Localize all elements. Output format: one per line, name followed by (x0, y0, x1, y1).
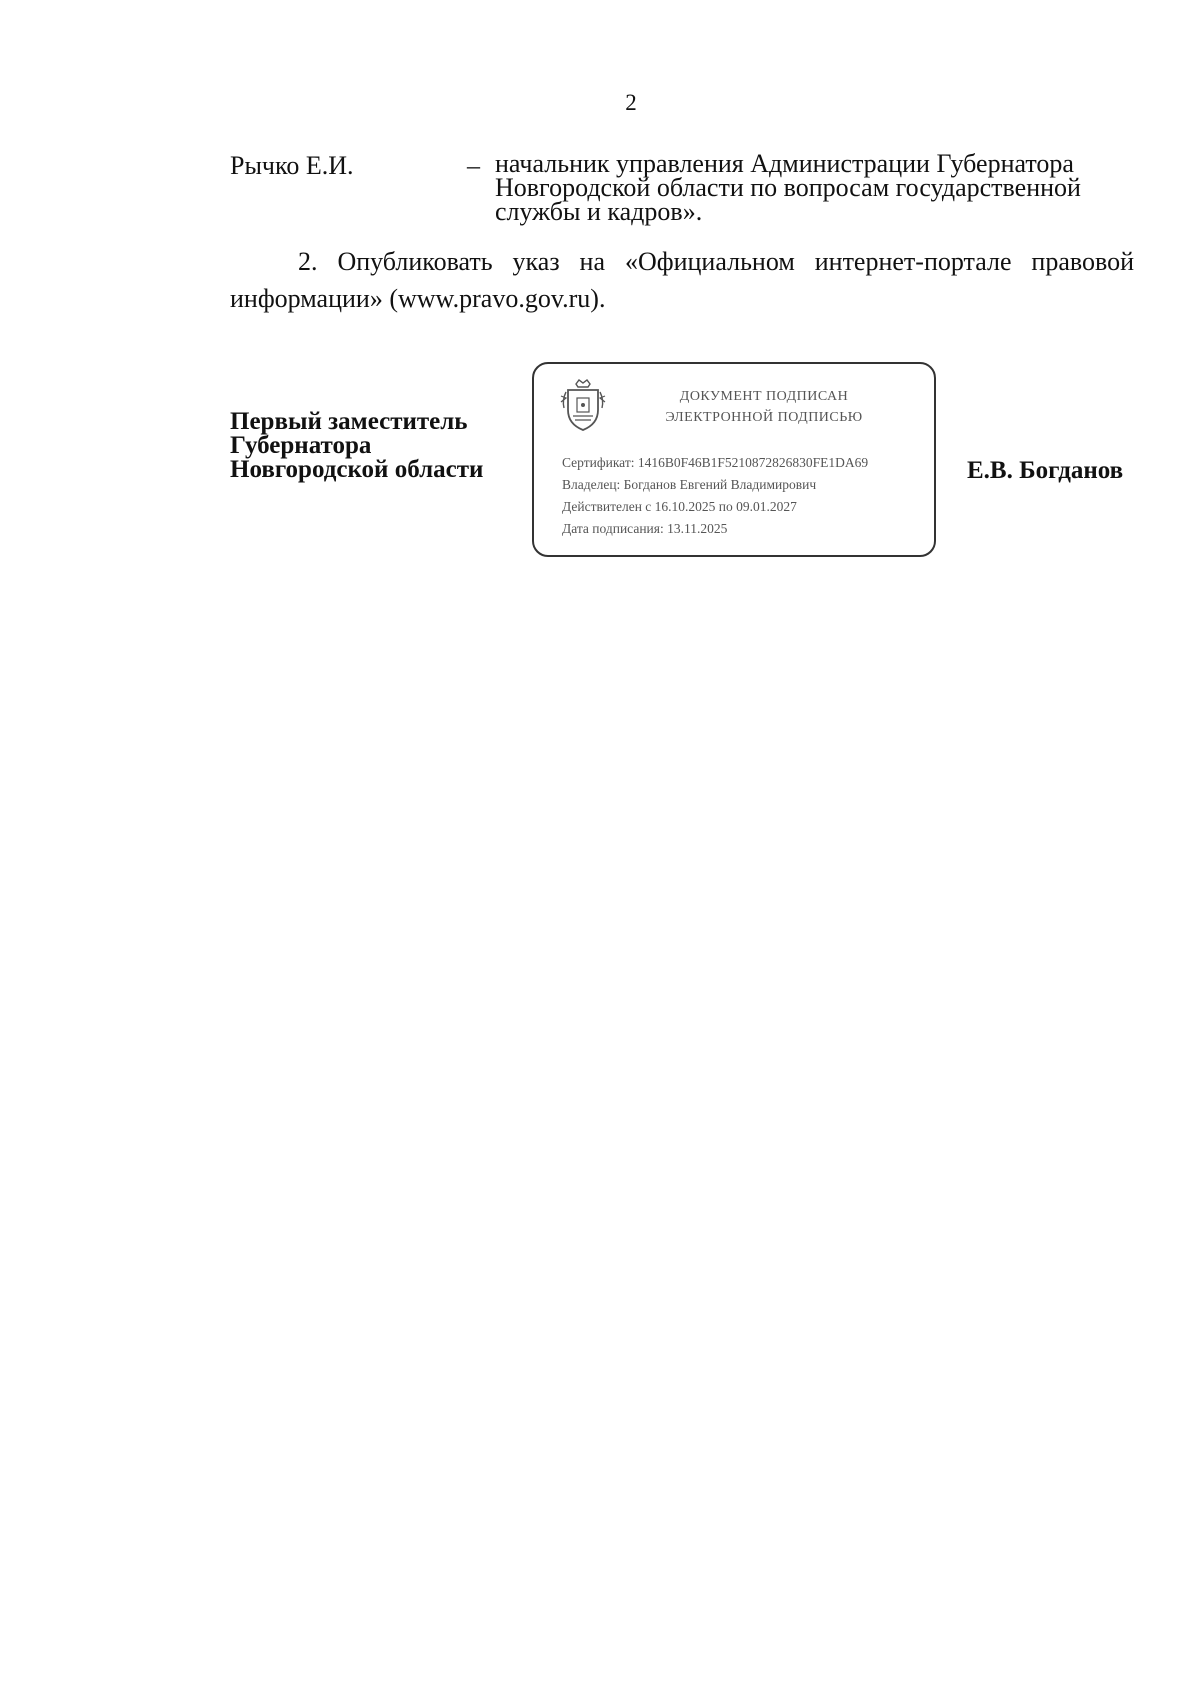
stamp-validity: Действителен с 16.10.2025 по 09.01.2027 (562, 499, 797, 514)
page-number: 2 (625, 90, 637, 115)
member-role (495, 149, 1135, 226)
signer-name: Е.В. Богданов (967, 457, 1124, 484)
stamp-heading-line: ЭЛЕКТРОННОЙ ПОДПИСЬЮ (665, 410, 863, 425)
stamp-heading-line: ДОКУМЕНТ ПОДПИСАН (679, 389, 849, 404)
member-role-line: Новгородской области по вопросам государственной (495, 173, 1081, 202)
signer-title-line: Губернатора (230, 432, 372, 459)
publication-clause (230, 243, 1134, 317)
signer-title-line: Первый заместитель (230, 408, 468, 435)
stamp-signing-date: Дата подписания: 13.11.2025 (562, 521, 728, 536)
stamp-owner: Владелец: Богданов Евгений Владимирович (562, 477, 817, 492)
electronic-signature-stamp (532, 362, 936, 557)
member-role-line: службы и кадров». (495, 197, 703, 226)
member-role-line: начальник управления Администрации Губернатора (495, 149, 1074, 178)
signer-title (230, 410, 483, 482)
signer-title-line: Новгородской области (230, 456, 484, 483)
clause-line: информации» (www.pravo.gov.ru). (230, 284, 606, 313)
stamp-heading (634, 386, 894, 428)
member-dash: – (467, 151, 480, 180)
stamp-details (562, 452, 868, 540)
coat-of-arms-icon (558, 378, 608, 434)
stamp-certificate: Сертификат: 1416B0F46B1F5210872826830FE1DA69 (562, 455, 869, 470)
clause-line: 2. Опубликовать указ на «Официальном интернет-портале правовой (298, 247, 1134, 276)
member-name: Рычко Е.И. (230, 151, 354, 180)
